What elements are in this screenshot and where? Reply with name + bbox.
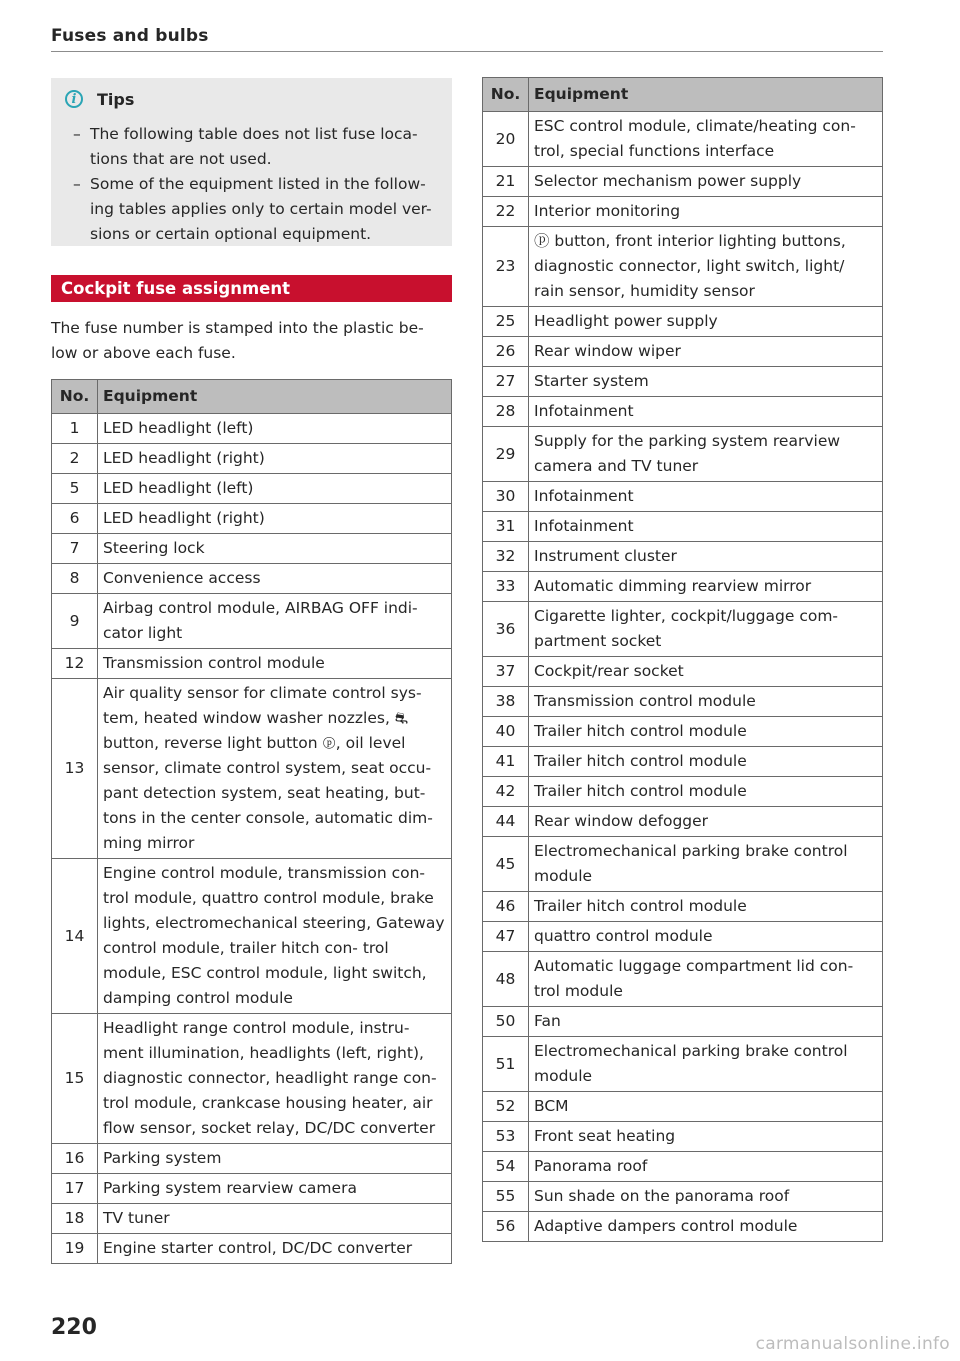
fuse-equipment: Instrument cluster [529, 542, 883, 572]
fuse-number: 7 [52, 534, 98, 564]
table-row [483, 777, 883, 807]
fuse-number: 32 [483, 542, 529, 572]
fuse-equipment: Cockpit/rear socket [529, 657, 883, 687]
fuse-number: 5 [52, 474, 98, 504]
column-header-no: No. [52, 380, 98, 414]
table-row [52, 1204, 452, 1234]
fuse-number: 18 [52, 1204, 98, 1234]
fuse-equipment: Infotainment [529, 482, 883, 512]
fuse-equipment: Headlight range control module, instru- ment illumination, headlights (left, right), diagnostic connector, headlight range con- trol module, crankcase housing heater, air flow sensor, socket relay, DC/DC converter [98, 1014, 452, 1144]
cockpit-fuse-table-right [482, 77, 883, 1242]
fuse-equipment: Steering lock [98, 534, 452, 564]
fuse-equipment: Supply for the parking system rearview camera and TV tuner [529, 427, 883, 482]
table-header-row [52, 380, 452, 414]
fuse-number: 26 [483, 337, 529, 367]
fuse-equipment: Air quality sensor for climate control sys- tem, heated window washer nozzles, ⛐ button, reverse light button ⓟ, oil level sensor, climate control system, seat occu- pant detection system, seat heating, but- tons in the center console, automatic dim- ming mirror [98, 679, 452, 859]
fuse-number: 41 [483, 747, 529, 777]
table-row [483, 952, 883, 1007]
fuse-number: 53 [483, 1122, 529, 1152]
fuse-equipment: BCM [529, 1092, 883, 1122]
fuse-number: 42 [483, 777, 529, 807]
fuse-equipment: Transmission control module [98, 649, 452, 679]
fuse-equipment: LED headlight (right) [98, 504, 452, 534]
fuse-equipment: Trailer hitch control module [529, 747, 883, 777]
fuse-equipment: Panorama roof [529, 1152, 883, 1182]
fuse-equipment: Rear window defogger [529, 807, 883, 837]
fuse-number: 8 [52, 564, 98, 594]
tips-item [65, 172, 440, 247]
table-row [483, 397, 883, 427]
fuse-equipment: Trailer hitch control module [529, 777, 883, 807]
dash-bullet: – [73, 175, 81, 193]
table-row [483, 1212, 883, 1242]
tips-heading-row [65, 88, 440, 110]
fuse-equipment: Starter system [529, 367, 883, 397]
table-row [483, 482, 883, 512]
table-row [483, 1152, 883, 1182]
table-row [483, 657, 883, 687]
header-divider [51, 51, 883, 52]
table-row [52, 649, 452, 679]
table-row [52, 1234, 452, 1264]
fuse-number: 52 [483, 1092, 529, 1122]
fuse-number: 17 [52, 1174, 98, 1204]
table-row [483, 1037, 883, 1092]
fuse-number: 30 [483, 482, 529, 512]
table-row [483, 112, 883, 167]
fuse-equipment: LED headlight (left) [98, 474, 452, 504]
table-row [52, 594, 452, 649]
fuse-equipment: Electromechanical parking brake control module [529, 1037, 883, 1092]
fuse-equipment: Automatic dimming rearview mirror [529, 572, 883, 602]
tips-heading: Tips [97, 89, 135, 109]
table-row [483, 602, 883, 657]
table-row [52, 564, 452, 594]
fuse-number: 46 [483, 892, 529, 922]
table-row [483, 1182, 883, 1212]
table-row [483, 1007, 883, 1037]
fuse-equipment: Infotainment [529, 512, 883, 542]
table-row [483, 1122, 883, 1152]
fuse-number: 54 [483, 1152, 529, 1182]
watermark: carmanualsonline.info [755, 1334, 950, 1354]
column-header-no: No. [483, 78, 529, 112]
fuse-equipment: quattro control module [529, 922, 883, 952]
fuse-equipment: ESC control module, climate/heating con- trol, special functions interface [529, 112, 883, 167]
fuse-number: 48 [483, 952, 529, 1007]
tips-item-text: The following table does not list fuse loca- tions that are not used. [90, 125, 418, 168]
fuse-equipment: Adaptive dampers control module [529, 1212, 883, 1242]
fuse-number: 21 [483, 167, 529, 197]
table-body [52, 414, 452, 1264]
table-row [483, 542, 883, 572]
fuse-equipment: Engine starter control, DC/DC converter [98, 1234, 452, 1264]
fuse-equipment: Airbag control module, AIRBAG OFF indi- cator light [98, 594, 452, 649]
table-row [483, 922, 883, 952]
fuse-equipment: Parking system rearview camera [98, 1174, 452, 1204]
table-row [52, 1174, 452, 1204]
fuse-equipment: Interior monitoring [529, 197, 883, 227]
fuse-equipment: LED headlight (right) [98, 444, 452, 474]
fuse-number: 37 [483, 657, 529, 687]
fuse-number: 44 [483, 807, 529, 837]
section-title: Cockpit fuse assignment [51, 275, 452, 302]
cockpit-fuse-table-left [51, 379, 452, 1264]
page-number: 220 [51, 1315, 97, 1340]
table-row [483, 837, 883, 892]
table-row [483, 687, 883, 717]
table-row [483, 307, 883, 337]
fuse-number: 25 [483, 307, 529, 337]
fuse-number: 36 [483, 602, 529, 657]
table-row [483, 717, 883, 747]
fuse-equipment: Front seat heating [529, 1122, 883, 1152]
table-row [52, 504, 452, 534]
fuse-equipment: Automatic luggage compartment lid con- trol module [529, 952, 883, 1007]
table-body [483, 112, 883, 1242]
fuse-number: 28 [483, 397, 529, 427]
fuse-number: 19 [52, 1234, 98, 1264]
fuse-equipment: Electromechanical parking brake control module [529, 837, 883, 892]
fuse-number: 9 [52, 594, 98, 649]
table-row [483, 1092, 883, 1122]
fuse-equipment: Parking system [98, 1144, 452, 1174]
table-row [52, 534, 452, 564]
fuse-number: 56 [483, 1212, 529, 1242]
fuse-equipment: Infotainment [529, 397, 883, 427]
fuse-equipment: Selector mechanism power supply [529, 167, 883, 197]
page-header-title: Fuses and bulbs [51, 26, 209, 46]
fuse-number: 51 [483, 1037, 529, 1092]
table-row [483, 167, 883, 197]
fuse-equipment: ⓟ button, front interior lighting buttons, diagnostic connector, light switch, light/ rain sensor, humidity sensor [529, 227, 883, 307]
section-intro: The fuse number is stamped into the plastic be- low or above each fuse. [51, 319, 424, 362]
fuse-number: 13 [52, 679, 98, 859]
table-row [483, 892, 883, 922]
fuse-number: 29 [483, 427, 529, 482]
fuse-number: 20 [483, 112, 529, 167]
table-row [52, 859, 452, 1014]
table-row [483, 337, 883, 367]
fuse-number: 16 [52, 1144, 98, 1174]
table-row [52, 414, 452, 444]
fuse-number: 6 [52, 504, 98, 534]
table-row [483, 807, 883, 837]
fuse-equipment: Trailer hitch control module [529, 892, 883, 922]
table-row [483, 197, 883, 227]
dash-bullet: – [73, 125, 81, 143]
fuse-number: 47 [483, 922, 529, 952]
table-row [483, 427, 883, 482]
table-row [483, 227, 883, 307]
fuse-equipment: Trailer hitch control module [529, 717, 883, 747]
fuse-equipment: Headlight power supply [529, 307, 883, 337]
fuse-number: 45 [483, 837, 529, 892]
fuse-number: 23 [483, 227, 529, 307]
fuse-equipment: Engine control module, transmission con- trol module, quattro control module, brake lights, electromechanical steering, Gateway control module, trailer hitch con- trol module, ESC control module, light switch, damping control module [98, 859, 452, 1014]
table-row [483, 747, 883, 777]
fuse-number: 22 [483, 197, 529, 227]
table-row [52, 444, 452, 474]
tips-box [51, 78, 452, 246]
fuse-number: 55 [483, 1182, 529, 1212]
table-row [52, 679, 452, 859]
fuse-number: 15 [52, 1014, 98, 1144]
fuse-number: 38 [483, 687, 529, 717]
fuse-number: 31 [483, 512, 529, 542]
column-header-equipment: Equipment [529, 78, 883, 112]
fuse-number: 14 [52, 859, 98, 1014]
fuse-equipment: Convenience access [98, 564, 452, 594]
fuse-number: 27 [483, 367, 529, 397]
fuse-equipment: LED headlight (left) [98, 414, 452, 444]
table-row [52, 1014, 452, 1144]
tips-list [65, 122, 440, 247]
fuse-equipment: Cigarette lighter, cockpit/luggage com- partment socket [529, 602, 883, 657]
fuse-number: 50 [483, 1007, 529, 1037]
tips-item [65, 122, 440, 172]
fuse-equipment: Rear window wiper [529, 337, 883, 367]
column-header-equipment: Equipment [98, 380, 452, 414]
fuse-equipment: Fan [529, 1007, 883, 1037]
info-icon: i [65, 90, 83, 108]
fuse-number: 12 [52, 649, 98, 679]
fuse-number: 33 [483, 572, 529, 602]
fuse-equipment: Sun shade on the panorama roof [529, 1182, 883, 1212]
fuse-equipment: Transmission control module [529, 687, 883, 717]
fuse-equipment: TV tuner [98, 1204, 452, 1234]
fuse-number: 40 [483, 717, 529, 747]
table-row [52, 1144, 452, 1174]
table-row [483, 367, 883, 397]
table-row [483, 572, 883, 602]
table-header-row [483, 78, 883, 112]
table-row [52, 474, 452, 504]
fuse-number: 2 [52, 444, 98, 474]
tips-item-text: Some of the equipment listed in the follow- ing tables applies only to certain model ver- sions or certain optional equipment. [90, 175, 432, 243]
table-row [483, 512, 883, 542]
fuse-number: 1 [52, 414, 98, 444]
